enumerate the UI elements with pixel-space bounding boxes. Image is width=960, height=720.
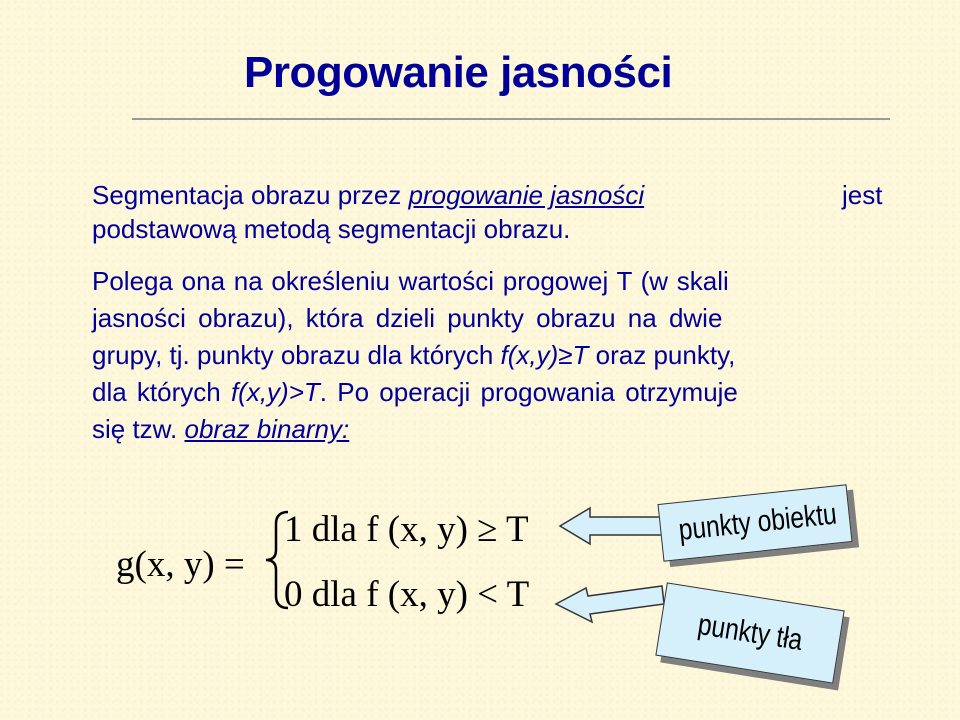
paragraph2-line4 [92, 375, 738, 409]
ge-symbol: ≥ [558, 340, 573, 370]
paragraph2-line3 [92, 338, 735, 372]
paragraph2-line5-text: się tzw. [92, 414, 185, 444]
f-xy-expression: f(x,y) [500, 340, 559, 370]
t-symbol: T [572, 340, 589, 370]
formula-lhs: g(x, y) = [116, 544, 245, 585]
paragraph1-text: Segmentacja obrazu przez [92, 180, 409, 210]
callout-background-label: punkty tła [695, 607, 805, 658]
paragraph1-line1 [92, 178, 644, 212]
paragraph1-line2: podstawową metodą segmentacji obrazu. [92, 214, 571, 244]
callout-background-points [655, 582, 844, 683]
callout-object-points [657, 484, 852, 562]
paragraph2-line5 [92, 412, 349, 446]
formula-case1: 1 dla f (x, y) ≥ T [284, 509, 529, 550]
paragraph2-line3-text: grupy, tj. punkty obrazu dla których [92, 340, 501, 370]
arrow-to-case1 [560, 508, 666, 544]
obraz-binarny-link[interactable]: obraz binarny: [184, 414, 350, 444]
slide-title: Progowanie jasności [244, 48, 673, 97]
paragraph2-line4-text: dla których [92, 377, 231, 407]
paragraph2-line3-tail: oraz punkty, [588, 340, 736, 370]
progowanie-link[interactable]: progowanie jasności [408, 180, 645, 210]
formula-case2: 0 dla f (x, y) < T [284, 574, 530, 615]
arrow-to-case2 [556, 586, 664, 622]
paragraph2-line1: Polega ona na określeniu wartości progowej T (w skali [92, 266, 729, 296]
title-divider [132, 118, 890, 120]
callout-object-label: punkty obiektu [677, 497, 839, 547]
paragraph2-line4-tail: . Po operacji progowania otrzymuje [319, 377, 738, 407]
paragraph1-jest: jest [842, 180, 883, 210]
paragraph2-line2: jasności obrazu), która dzieli punkty obrazu na dwie [92, 303, 723, 333]
f-xy-gt-expression: f(x,y)>T [230, 377, 320, 407]
